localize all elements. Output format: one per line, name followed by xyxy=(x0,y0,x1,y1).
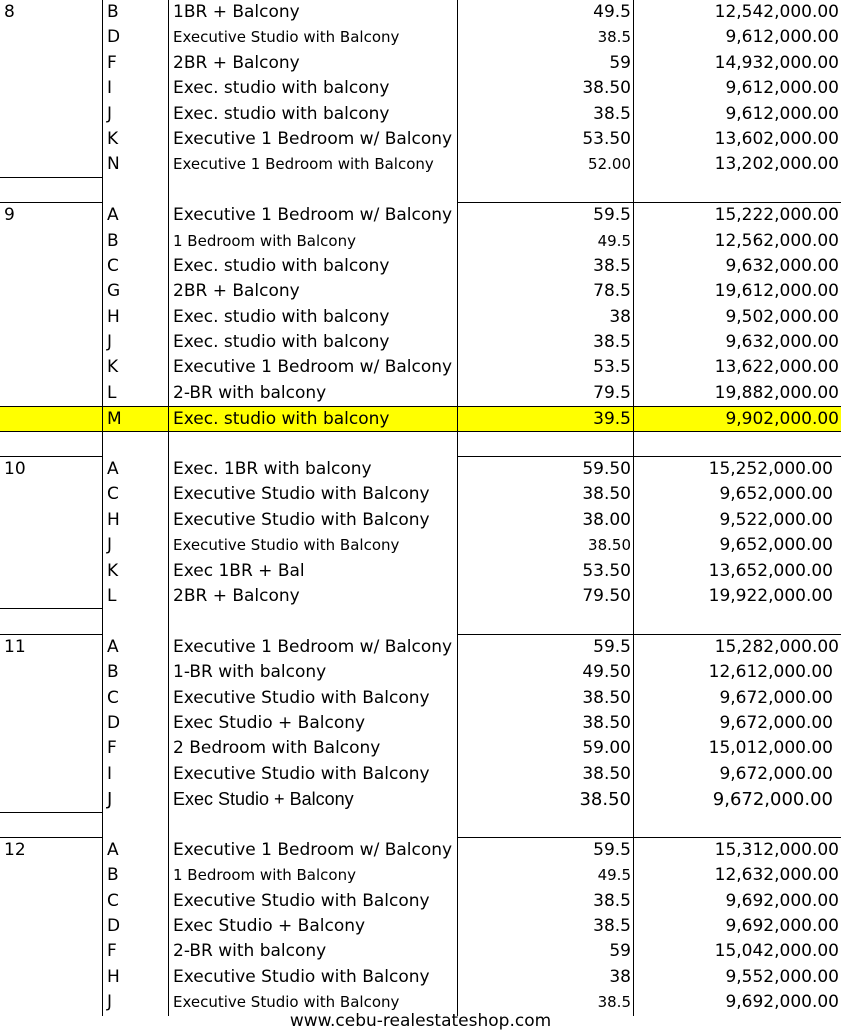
table-row xyxy=(0,229,841,254)
unit-cell: J xyxy=(102,787,168,812)
price-cell: 12,612,000.00 xyxy=(633,660,841,685)
floor-cell xyxy=(0,406,102,431)
table-row xyxy=(0,762,841,787)
table-row xyxy=(0,25,841,50)
unit-type-cell: Exec. 1BR with balcony xyxy=(168,457,457,482)
unit-type-cell: 2-BR with balcony xyxy=(168,939,457,964)
price-cell xyxy=(633,432,841,457)
area-cell: 49.5 xyxy=(457,0,633,25)
price-cell: 9,632,000.00 xyxy=(633,254,841,279)
spacer-row xyxy=(0,609,841,634)
price-cell: 19,882,000.00 xyxy=(633,381,841,406)
floor-cell xyxy=(0,305,102,330)
area-cell: 79.5 xyxy=(457,381,633,406)
price-cell: 9,672,000.00 xyxy=(633,711,841,736)
unit-cell: L xyxy=(102,584,168,609)
floor-cell xyxy=(0,51,102,76)
floor-cell xyxy=(0,609,102,634)
unit-cell xyxy=(102,609,168,634)
floor-cell xyxy=(0,787,102,812)
unit-type-cell: Executive Studio with Balcony xyxy=(168,482,457,507)
area-cell: 59.5 xyxy=(457,635,633,660)
unit-cell: B xyxy=(102,229,168,254)
floor-cell xyxy=(0,762,102,787)
unit-cell: A xyxy=(102,838,168,863)
price-cell: 19,612,000.00 xyxy=(633,279,841,304)
floor-cell xyxy=(0,939,102,964)
floor-cell: 9 xyxy=(4,205,15,226)
price-cell: 9,632,000.00 xyxy=(633,330,841,355)
unit-cell: A xyxy=(102,457,168,482)
unit-type-cell: 2-BR with balcony xyxy=(168,381,457,406)
floor-cell xyxy=(0,76,102,101)
floor-cell xyxy=(0,813,102,838)
floor-cell xyxy=(0,127,102,152)
unit-cell: K xyxy=(102,559,168,584)
area-cell: 38.5 xyxy=(457,889,633,914)
area-cell: 38 xyxy=(457,965,633,990)
floor-cell xyxy=(0,432,102,457)
unit-cell: J xyxy=(102,330,168,355)
spacer-row xyxy=(0,432,841,457)
floor-cell xyxy=(0,863,102,888)
floor-cell xyxy=(0,25,102,50)
floor-cell xyxy=(0,533,102,558)
price-cell xyxy=(633,813,841,838)
unit-cell: G xyxy=(102,279,168,304)
floor-cell: 12 xyxy=(4,839,26,860)
unit-type-cell: Executive 1 Bedroom w/ Balcony xyxy=(168,355,457,380)
unit-type-cell: Executive 1 Bedroom w/ Balcony xyxy=(168,127,457,152)
table-row xyxy=(0,965,841,990)
unit-cell: M xyxy=(102,406,168,431)
floor-cell xyxy=(0,508,102,533)
floor-cell xyxy=(0,254,102,279)
unit-cell: J xyxy=(102,533,168,558)
floor-cell xyxy=(0,102,102,127)
price-cell: 9,522,000.00 xyxy=(633,508,841,533)
area-cell xyxy=(457,432,633,457)
price-cell: 9,692,000.00 xyxy=(633,990,841,1015)
website-footer: www.cebu-realestateshop.com xyxy=(289,1011,552,1031)
table-row xyxy=(0,127,841,152)
area-cell: 59.5 xyxy=(457,838,633,863)
unit-type-cell: 2 Bedroom with Balcony xyxy=(168,736,457,761)
unit-type-cell: Exec. studio with balcony xyxy=(168,406,457,431)
table-row xyxy=(0,0,841,25)
unit-cell: A xyxy=(102,635,168,660)
unit-cell: D xyxy=(102,711,168,736)
area-cell: 53.50 xyxy=(457,127,633,152)
price-cell: 14,932,000.00 xyxy=(633,51,841,76)
table-row xyxy=(0,152,841,177)
table-row xyxy=(0,355,841,380)
unit-cell: F xyxy=(102,939,168,964)
price-cell: 9,672,000.00 xyxy=(633,762,841,787)
area-cell: 38.5 xyxy=(457,25,633,50)
floor-cell xyxy=(0,736,102,761)
unit-cell: I xyxy=(102,76,168,101)
price-cell: 9,612,000.00 xyxy=(633,102,841,127)
price-cell xyxy=(633,609,841,634)
unit-cell: H xyxy=(102,508,168,533)
unit-type-cell: 1 Bedroom with Balcony xyxy=(168,229,457,254)
unit-type-cell: Executive Studio with Balcony xyxy=(168,762,457,787)
spacer-row xyxy=(0,178,841,203)
unit-cell: A xyxy=(102,203,168,228)
area-cell: 78.5 xyxy=(457,279,633,304)
area-cell: 38.5 xyxy=(457,990,633,1015)
price-cell: 19,922,000.00 xyxy=(633,584,841,609)
floor-cell xyxy=(0,229,102,254)
price-cell: 12,562,000.00 xyxy=(633,229,841,254)
area-cell: 38.50 xyxy=(457,686,633,711)
unit-cell: K xyxy=(102,355,168,380)
unit-cell: F xyxy=(102,51,168,76)
price-cell: 13,652,000.00 xyxy=(633,559,841,584)
area-cell: 49.5 xyxy=(457,863,633,888)
unit-type-cell: Executive 1 Bedroom w/ Balcony xyxy=(168,838,457,863)
price-cell: 9,502,000.00 xyxy=(633,305,841,330)
price-cell: 9,692,000.00 xyxy=(633,914,841,939)
area-cell: 38.50 xyxy=(457,711,633,736)
area-cell: 53.50 xyxy=(457,559,633,584)
table-row xyxy=(0,330,841,355)
unit-type-cell: Exec Studio + Balcony xyxy=(168,914,457,939)
table-row xyxy=(0,533,841,558)
table-row xyxy=(0,711,841,736)
price-cell: 15,252,000.00 xyxy=(633,457,841,482)
unit-cell: C xyxy=(102,889,168,914)
area-cell: 38.50 xyxy=(457,482,633,507)
table-row xyxy=(0,686,841,711)
unit-type-cell: Executive Studio with Balcony xyxy=(168,533,457,558)
table-row xyxy=(0,838,841,863)
unit-cell: C xyxy=(102,482,168,507)
price-cell: 9,902,000.00 xyxy=(633,406,841,431)
unit-type-cell: Executive 1 Bedroom w/ Balcony xyxy=(168,203,457,228)
unit-type-cell: 1 Bedroom with Balcony xyxy=(168,863,457,888)
table-row xyxy=(0,863,841,888)
area-cell: 59.50 xyxy=(457,457,633,482)
unit-cell: H xyxy=(102,965,168,990)
unit-cell: B xyxy=(102,0,168,25)
unit-type-cell: Exec Studio + Balcony xyxy=(168,711,457,736)
price-cell: 9,672,000.00 xyxy=(633,787,841,812)
unit-cell: D xyxy=(102,914,168,939)
table-row xyxy=(0,584,841,609)
area-cell: 79.50 xyxy=(457,584,633,609)
area-cell: 49.5 xyxy=(457,229,633,254)
price-cell: 9,672,000.00 xyxy=(633,686,841,711)
unit-cell: B xyxy=(102,660,168,685)
table-row xyxy=(0,254,841,279)
area-cell: 38.50 xyxy=(457,787,633,812)
area-cell: 38.5 xyxy=(457,254,633,279)
unit-type-cell: Exec Studio + Balcony xyxy=(168,787,457,812)
price-cell: 9,692,000.00 xyxy=(633,889,841,914)
table-row xyxy=(0,914,841,939)
price-cell xyxy=(633,178,841,203)
area-cell: 38.50 xyxy=(457,533,633,558)
unit-cell: C xyxy=(102,254,168,279)
unit-cell: F xyxy=(102,736,168,761)
area-cell xyxy=(457,609,633,634)
table-row xyxy=(0,102,841,127)
floor-cell: 10 xyxy=(4,459,26,480)
unit-type-cell: Exec. studio with balcony xyxy=(168,305,457,330)
unit-cell xyxy=(102,432,168,457)
price-cell: 9,552,000.00 xyxy=(633,965,841,990)
area-cell: 52.00 xyxy=(457,152,633,177)
unit-type-cell: Exec. studio with balcony xyxy=(168,330,457,355)
unit-type-cell xyxy=(168,813,457,838)
unit-cell: B xyxy=(102,863,168,888)
unit-type-cell: Exec. studio with balcony xyxy=(168,102,457,127)
floor-cell xyxy=(0,660,102,685)
unit-cell: H xyxy=(102,305,168,330)
price-cell: 13,602,000.00 xyxy=(633,127,841,152)
unit-type-cell: Executive Studio with Balcony xyxy=(168,889,457,914)
price-cell: 15,042,000.00 xyxy=(633,939,841,964)
floor-cell xyxy=(0,711,102,736)
area-cell: 59.00 xyxy=(457,736,633,761)
price-cell: 15,282,000.00 xyxy=(633,635,841,660)
area-cell: 53.5 xyxy=(457,355,633,380)
unit-type-cell: 2BR + Balcony xyxy=(168,51,457,76)
floor-cell xyxy=(0,482,102,507)
price-cell: 12,632,000.00 xyxy=(633,863,841,888)
price-cell: 9,612,000.00 xyxy=(633,25,841,50)
unit-type-cell: Exec. studio with balcony xyxy=(168,254,457,279)
floor-cell: 11 xyxy=(4,636,26,657)
table-row xyxy=(0,482,841,507)
floor-cell xyxy=(0,152,102,177)
floor-cell xyxy=(0,381,102,406)
floor-cell xyxy=(0,178,102,203)
area-cell: 38.5 xyxy=(457,102,633,127)
unit-type-cell: Executive Studio with Balcony xyxy=(168,508,457,533)
unit-type-cell: Executive 1 Bedroom with Balcony xyxy=(168,152,457,177)
table-row xyxy=(0,457,841,482)
highlighted-table-row xyxy=(0,406,841,431)
floor-cell xyxy=(0,889,102,914)
price-cell: 9,652,000.00 xyxy=(633,482,841,507)
unit-type-cell xyxy=(168,178,457,203)
floor-cell xyxy=(0,584,102,609)
table-row xyxy=(0,381,841,406)
unit-type-cell: Executive Studio with Balcony xyxy=(168,965,457,990)
floor-cell xyxy=(0,559,102,584)
area-cell: 38.50 xyxy=(457,76,633,101)
table-row xyxy=(0,279,841,304)
area-cell: 59 xyxy=(457,939,633,964)
unit-type-cell xyxy=(168,609,457,634)
table-row xyxy=(0,76,841,101)
table-row xyxy=(0,889,841,914)
area-cell: 38.50 xyxy=(457,762,633,787)
unit-cell xyxy=(102,813,168,838)
price-cell: 12,542,000.00 xyxy=(633,0,841,25)
floor-cell xyxy=(0,279,102,304)
table-row xyxy=(0,305,841,330)
price-cell: 13,622,000.00 xyxy=(633,355,841,380)
floor-cell xyxy=(0,914,102,939)
table-row xyxy=(0,736,841,761)
unit-type-cell: Executive Studio with Balcony xyxy=(168,25,457,50)
floor-cell xyxy=(0,355,102,380)
table-row xyxy=(0,635,841,660)
unit-cell: J xyxy=(102,102,168,127)
price-cell: 9,612,000.00 xyxy=(633,76,841,101)
spacer-row xyxy=(0,813,841,838)
unit-cell: L xyxy=(102,381,168,406)
area-cell: 59.5 xyxy=(457,203,633,228)
table-row xyxy=(0,51,841,76)
area-cell: 38.5 xyxy=(457,914,633,939)
table-row xyxy=(0,203,841,228)
unit-cell: K xyxy=(102,127,168,152)
price-cell: 9,652,000.00 xyxy=(633,533,841,558)
area-cell: 59 xyxy=(457,51,633,76)
area-cell: 39.5 xyxy=(457,406,633,431)
area-cell xyxy=(457,178,633,203)
price-cell: 15,222,000.00 xyxy=(633,203,841,228)
area-cell: 49.50 xyxy=(457,660,633,685)
area-cell xyxy=(457,813,633,838)
unit-type-cell: 1-BR with balcony xyxy=(168,660,457,685)
table-row xyxy=(0,559,841,584)
unit-cell: I xyxy=(102,762,168,787)
area-cell: 38.5 xyxy=(457,330,633,355)
price-cell: 15,312,000.00 xyxy=(633,838,841,863)
unit-type-cell: Exec 1BR + Bal xyxy=(168,559,457,584)
unit-cell: N xyxy=(102,152,168,177)
unit-type-cell: Exec. studio with balcony xyxy=(168,76,457,101)
price-cell: 13,202,000.00 xyxy=(633,152,841,177)
floor-cell: 8 xyxy=(4,2,15,22)
floor-cell xyxy=(0,965,102,990)
unit-cell: C xyxy=(102,686,168,711)
unit-type-cell: Executive Studio with Balcony xyxy=(168,686,457,711)
unit-type-cell: 2BR + Balcony xyxy=(168,279,457,304)
area-cell: 38.00 xyxy=(457,508,633,533)
unit-cell: J xyxy=(102,990,168,1015)
unit-cell: D xyxy=(102,25,168,50)
unit-cell xyxy=(102,178,168,203)
unit-type-cell: Executive Studio with Balcony xyxy=(168,990,457,1015)
table-row xyxy=(0,939,841,964)
floor-cell xyxy=(0,686,102,711)
table-row xyxy=(0,660,841,685)
table-row xyxy=(0,787,841,812)
price-cell: 15,012,000.00 xyxy=(633,736,841,761)
area-cell: 38 xyxy=(457,305,633,330)
floor-cell xyxy=(0,330,102,355)
unit-type-cell: 2BR + Balcony xyxy=(168,584,457,609)
unit-type-cell: Executive 1 Bedroom w/ Balcony xyxy=(168,635,457,660)
unit-type-cell: 1BR + Balcony xyxy=(168,0,457,25)
unit-type-cell xyxy=(168,432,457,457)
table-row xyxy=(0,508,841,533)
